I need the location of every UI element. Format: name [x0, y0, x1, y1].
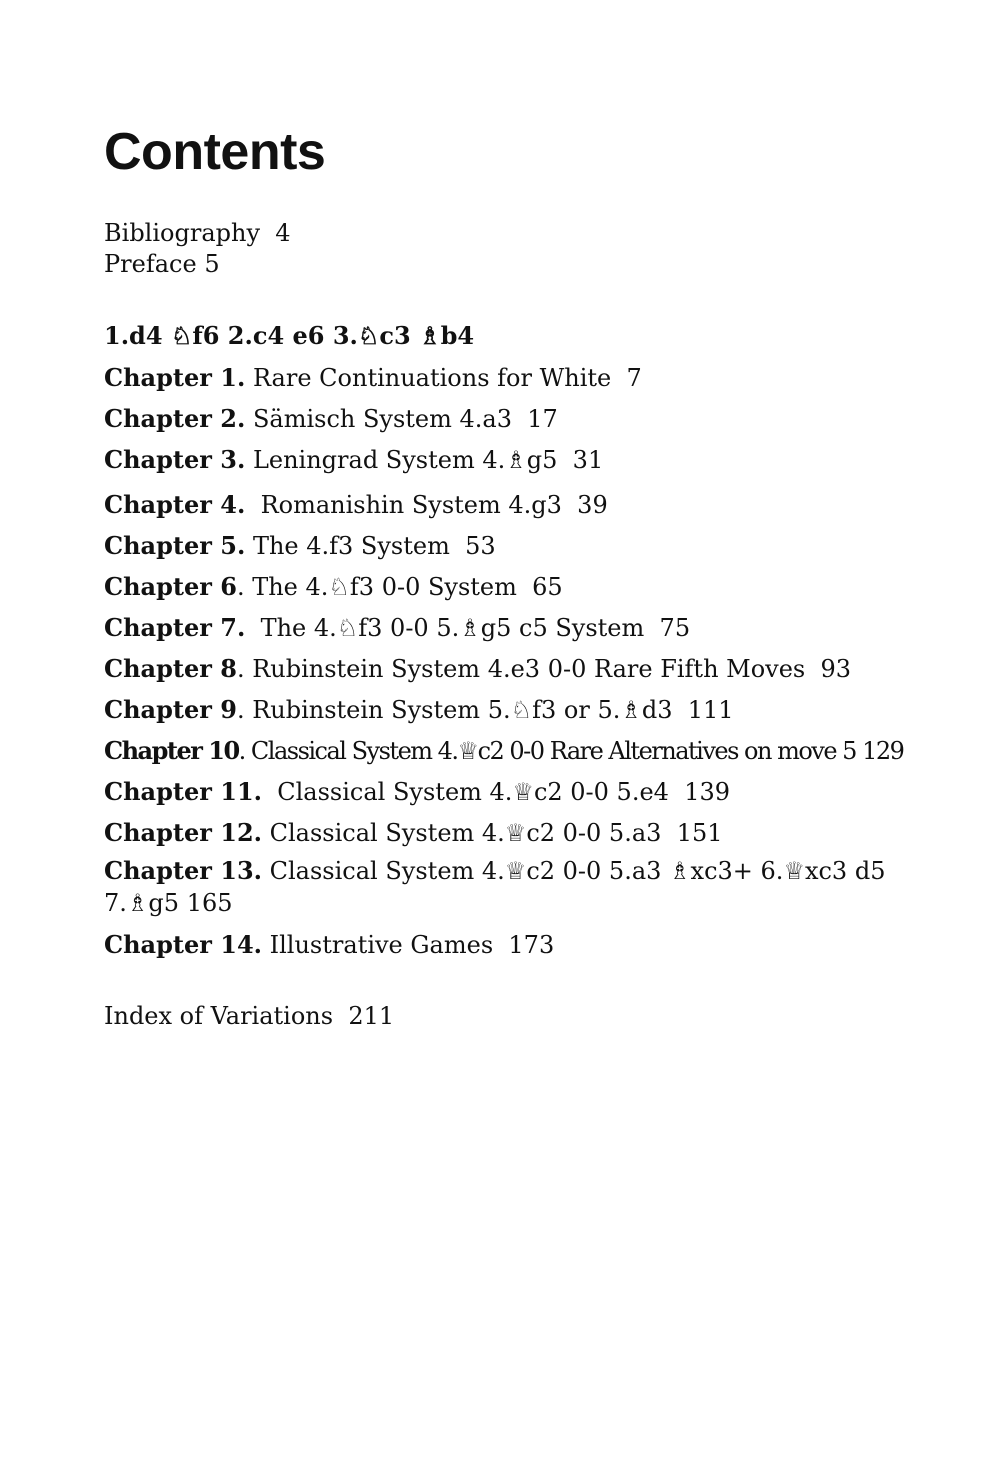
chapter-label: Chapter 12.	[104, 818, 262, 847]
chapter-label: Chapter 3.	[104, 445, 246, 474]
chapter-title: Classical System 4.♕c2 0-0 5.a3	[269, 819, 662, 847]
page-number: 75	[659, 614, 691, 642]
chapter-label: Chapter 10	[104, 736, 239, 765]
page-number: 129	[862, 737, 904, 765]
chapter-title: Illustrative Games	[269, 931, 494, 959]
toc-entry-chapter-5[interactable]	[104, 530, 496, 562]
page-number: 65	[532, 573, 563, 601]
chapter-title: . Rubinstein System 5.♘f3 or 5.♗d3	[236, 696, 673, 724]
toc-entry-chapter-12[interactable]	[104, 817, 723, 849]
toc-entry-chapter-4[interactable]	[104, 489, 608, 521]
page-number: 53	[465, 532, 496, 560]
toc-entry-chapter-7[interactable]	[104, 612, 690, 644]
page-number: 165	[186, 889, 233, 917]
page-number: 111	[687, 696, 734, 724]
chapter-title: The 4.f3 System	[252, 532, 450, 560]
chapter-label: Chapter 5.	[104, 531, 246, 560]
page-number: 4	[275, 219, 291, 247]
toc-entry-bibliography[interactable]	[104, 218, 291, 249]
page-number: 93	[820, 655, 852, 683]
entry-label: Preface	[104, 250, 197, 278]
chapter-label: Chapter 8	[104, 654, 237, 683]
chapter-title: Rare Continuations for White	[252, 364, 612, 392]
chapter-label: Chapter 11.	[104, 777, 262, 806]
page-number: 39	[577, 491, 608, 519]
chapter-title: Classical System 4.♕c2 0-0 5.e4	[277, 778, 669, 806]
chapter-title: Classical System 4.♕c2 0-0 5.a3 ♗xc3+ 6.♕xc3 d5 7.♗g5	[104, 857, 886, 917]
chapter-title: Leningrad System 4.♗g5	[252, 446, 558, 474]
chapter-label: Chapter 9	[104, 695, 237, 724]
chapter-title: Sämisch System 4.a3	[252, 405, 512, 433]
chapter-title: . Classical System 4.♕c2 0-0 Rare Alternatives on move 5	[238, 737, 856, 765]
chapter-title: . Rubinstein System 4.e3 0-0 Rare Fifth Moves	[236, 655, 806, 683]
toc-entry-chapter-10[interactable]	[104, 735, 903, 767]
toc-entry-chapter-8[interactable]	[104, 653, 851, 685]
toc-entry-chapter-1[interactable]	[104, 362, 642, 394]
toc-entry-chapter-2[interactable]	[104, 403, 558, 435]
page-number: 151	[676, 819, 723, 847]
chapter-label: Chapter 14.	[104, 930, 262, 959]
toc-entry-chapter-6[interactable]	[104, 571, 563, 603]
entry-label: Bibliography	[104, 219, 260, 247]
toc-entry-chapter-9[interactable]	[104, 694, 734, 726]
entry-label: Index of Variations	[104, 1002, 334, 1030]
page-number: 7	[626, 364, 642, 392]
page-number: 5	[204, 250, 220, 278]
section-heading: 1.d4 ♘f6 2.c4 e6 3.♘c3 ♗b4	[104, 321, 475, 350]
toc-entry-chapter-14[interactable]	[104, 929, 554, 961]
chapter-label: Chapter 2.	[104, 404, 246, 433]
page-title: Contents	[104, 123, 326, 181]
page-number: 17	[527, 405, 558, 433]
chapter-label: Chapter 7.	[104, 613, 246, 642]
chapter-label: Chapter 1.	[104, 363, 246, 392]
toc-entry-chapter-13[interactable]	[104, 855, 904, 919]
toc-entry-chapter-11[interactable]	[104, 776, 730, 808]
chapter-label: Chapter 6	[104, 572, 237, 601]
toc-entry-preface[interactable]	[104, 249, 220, 280]
page-number: 173	[508, 931, 555, 959]
chapter-label: Chapter 4.	[104, 490, 246, 519]
chapter-title: The 4.♘f3 0-0 5.♗g5 c5 System	[260, 614, 645, 642]
page-number: 211	[348, 1002, 395, 1030]
chapter-title: Romanishin System 4.g3	[260, 491, 562, 519]
chapter-label: Chapter 13.	[104, 856, 262, 885]
toc-entry-index[interactable]	[104, 1001, 394, 1032]
page-number: 139	[684, 778, 731, 806]
page-number: 31	[572, 446, 604, 474]
toc-entry-chapter-3[interactable]	[104, 444, 603, 476]
chapter-title: . The 4.♘f3 0-0 System	[236, 573, 517, 601]
